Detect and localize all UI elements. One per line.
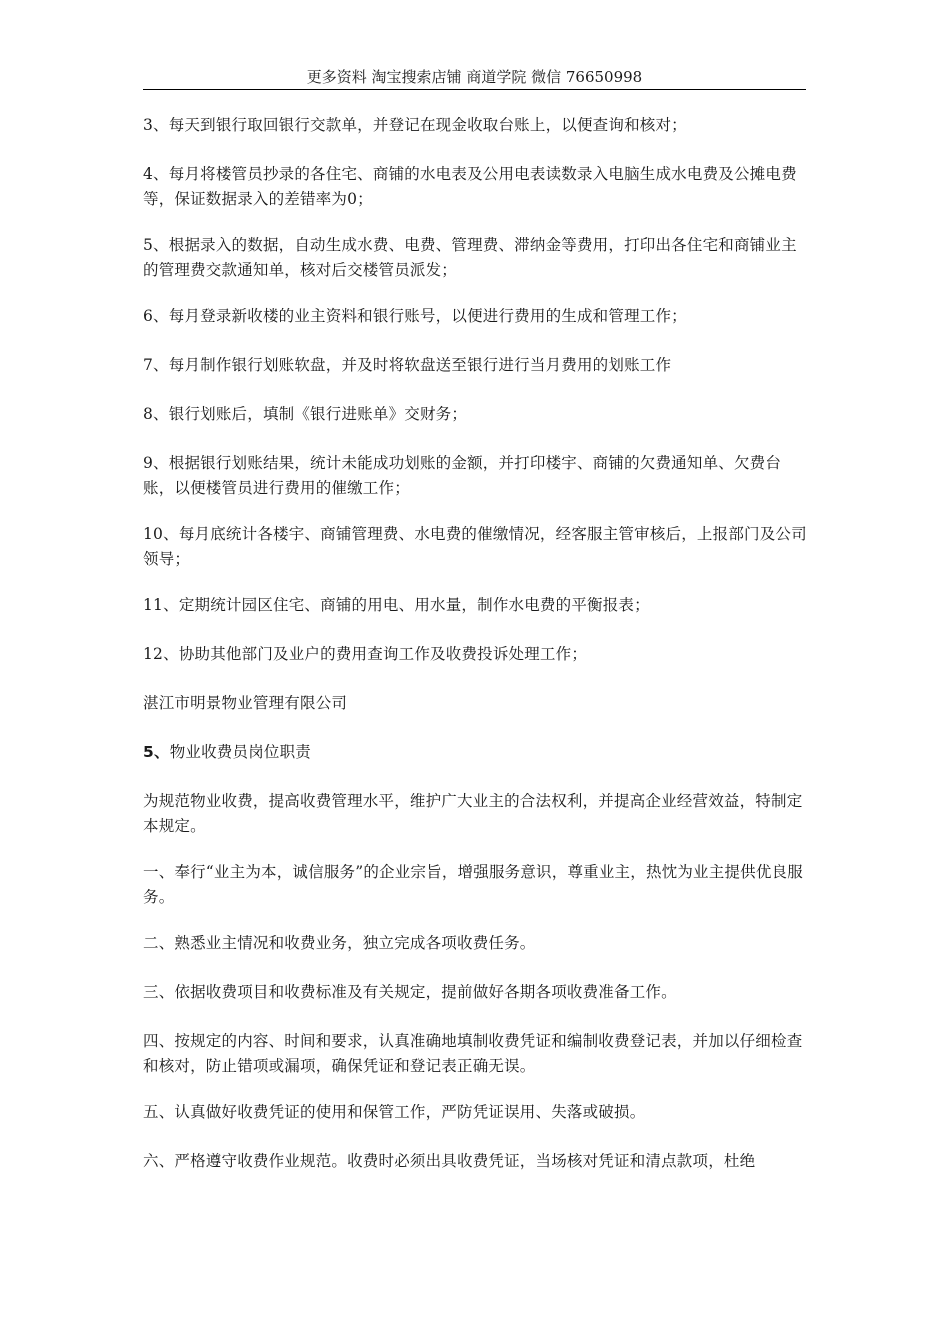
paragraph: 为规范物业收费，提高收费管理水平，维护广大业主的合法权利，并提高企业经营效益，特制定本规定。 (143, 792, 803, 835)
company-name: 湛江市明景物业管理有限公司 (143, 694, 348, 712)
section-title: 物业收费员岗位职责 (169, 743, 311, 761)
paragraph: 9、根据银行划账结果，统计未能成功划账的金额，并打印楼宇、商铺的欠费通知单、欠费台账，以便楼管员进行费用的催缴工作； (143, 454, 782, 497)
page-header: 更多资料 淘宝搜索店铺 商道学院 微信 76650998 (143, 66, 806, 90)
paragraph: 3、每天到银行取回银行交款单，并登记在现金收取台账上，以便查询和核对； (143, 116, 687, 134)
paragraph: 五、认真做好收费凭证的使用和保管工作，严防凭证误用、失落或破损。 (143, 1103, 646, 1121)
paragraph: 5、根据录入的数据，自动生成水费、电费、管理费、滞纳金等费用，打印出各住宅和商铺业主的管理费交款通知单，核对后交楼管员派发； (143, 236, 797, 279)
paragraph: 12、协助其他部门及业户的费用查询工作及收费投诉处理工作； (143, 645, 588, 663)
paragraph: 4、每月将楼管员抄录的各住宅、商铺的水电表及公用电表读数录入电脑生成水电费及公摊电费等，保证数据录入的差错率为0； (143, 165, 797, 208)
section-heading (143, 740, 807, 765)
paragraph: 10、每月底统计各楼宇、商铺管理费、水电费的催缴情况，经客服主管审核后，上报部门及公司领导； (143, 525, 807, 568)
document-body (143, 113, 807, 1198)
paragraph: 11、定期统计园区住宅、商铺的用电、用水量，制作水电费的平衡报表； (143, 596, 650, 614)
paragraph: 8、银行划账后，填制《银行进账单》交财务； (143, 405, 468, 423)
paragraph: 四、按规定的内容、时间和要求，认真准确地填制收费凭证和编制收费登记表，并加以仔细检查和核对，防止错项或漏项，确保凭证和登记表正确无误。 (143, 1032, 803, 1075)
paragraph: 一、奉行“业主为本，诚信服务”的企业宗旨，增强服务意识，尊重业主，热忱为业主提供优良服务。 (143, 863, 803, 906)
paragraph: 六、严格遵守收费作业规范。收费时必须出具收费凭证，当场核对凭证和清点款项，杜绝 (143, 1152, 756, 1170)
paragraph: 6、每月登录新收楼的业主资料和银行账号，以便进行费用的生成和管理工作； (143, 307, 687, 325)
paragraph: 7、每月制作银行划账软盘，并及时将软盘送至银行进行当月费用的划账工作 (143, 356, 672, 374)
paragraph: 三、依据收费项目和收费标准及有关规定，提前做好各期各项收费准备工作。 (143, 983, 677, 1001)
section-number: 5、 (143, 743, 170, 761)
paragraph: 二、熟悉业主情况和收费业务，独立完成各项收费任务。 (143, 934, 536, 952)
